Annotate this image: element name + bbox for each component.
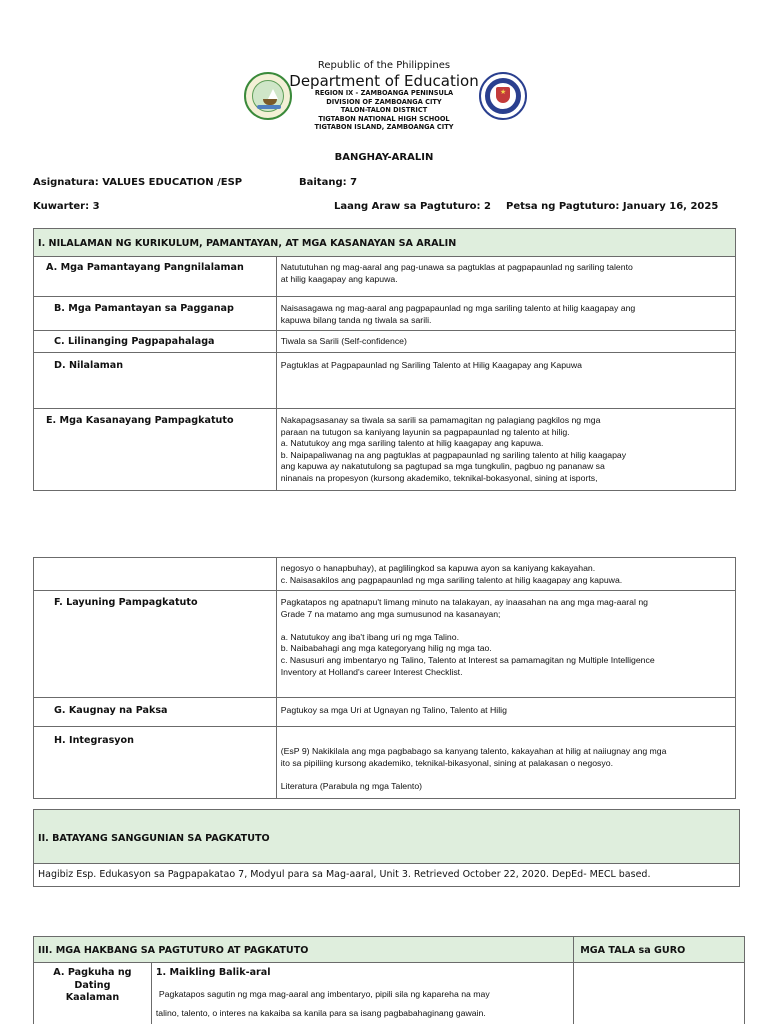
row-b-content: Naisasagawa ng mag-aaral ang pagpapaunlad ng mga sariling talento at hilig kaagapay ang kapuwa bilang tanda ng tiwala sa sarili. (276, 297, 735, 331)
row-d-label: D. Nilalaman (34, 353, 277, 409)
kuwarter-field: Kuwarter: 3 (33, 201, 100, 212)
laang-araw-field: Laang Araw sa Pagtuturo: 2 (334, 201, 491, 212)
reference-citation: Hagibiz Esp. Edukasyon sa Pagpapakatao 7, Modyul para sa Mag-aaral, Unit 3. Retrieved October 22, 2020. DepEd- MECL based. (34, 864, 740, 887)
school-seal-logo (244, 72, 292, 120)
address-line: TIGTABON ISLAND, ZAMBOANGA CITY (314, 123, 454, 131)
row-c-content: Tiwala sa Sarili (Self-confidence) (276, 331, 735, 353)
row-g-content: Pagtukoy sa mga Uri at Ugnayan ng Talino, Talento at Hilig (276, 698, 735, 727)
document-title: BANGHAY-ARALIN (334, 152, 434, 163)
step-text-line-1: Pagkatapos sagutin ng mga mag-aaral ang imbentaryo, pipili sila ng kapareha na may (158, 989, 490, 999)
row-d-content: Pagtuklas at Pagpapaunlad ng Sariling Talento at Hilig Kaagapay ang Kapuwa (276, 353, 735, 409)
region-line: REGION IX - ZAMBOANGA PENINSULA (314, 89, 454, 97)
baitang-field: Baitang: 7 (299, 177, 358, 188)
step-a-notes (574, 963, 745, 1024)
step-title: 1. Maikling Balik-aral (155, 967, 271, 978)
row-a-label: A. Mga Pamantayang Pangnilalaman (34, 257, 277, 297)
section-2-heading: II. BATAYANG SANGGUNIAN SA PAGKATUTO (34, 810, 740, 864)
district-line: TALON-TALON DISTRICT (340, 106, 428, 114)
row-f-label: F. Layuning Pampagkatuto (34, 591, 277, 698)
division-line: DIVISION OF ZAMBOANGA CITY (326, 97, 442, 106)
row-e-continued-content: negosyo o hanapbuhay), at paglilingkod sa kapuwa ayon sa kaniyang kakayahan. c. Naisasakilos ang pagpapaunlad ng mga sariling talento at hilig kaagapay ang kapuwa. (276, 558, 735, 591)
row-f-content: Pagkatapos ng apatnapu't limang minuto na talakayan, ay inaasahan na ang mga mag-aaral ng Grade 7 na matamo ang mga sumusunod na kasanayan; a. Natutukoy ang iba't ibang uri ng mga Talino. b. Naibabahagi ang mga kategoryang hilig ng mga tao. c. Nasusuri ang imbentaryo ng Talino, Talento at Interest sa pamamagitan ng Multiple Intelligence Inventory at Holland's career Interest Checklist. (276, 591, 735, 698)
row-h-content: (EsP 9) Nakikilala ang mga pagbabago sa kanyang talento, kakayahan at hilig at naiiugnay ang mga ito sa pipiliing kursong akademiko, teknikal-bikasyonal, sining at palakasan o negosyo. Literatura (Parabula ng mga Talento) (276, 727, 735, 799)
petsa-field: Petsa ng Pagtuturo: January 16, 2025 (506, 201, 719, 212)
section-3-heading: III. MGA HAKBANG SA PAGTUTURO AT PAGKATUTO (34, 937, 574, 963)
section-1-heading: I. NILALAMAN NG KURIKULUM, PAMANTAYAN, AT MGA KASANAYAN SA ARALIN (34, 229, 736, 257)
school-line: TIGTABON NATIONAL HIGH SCHOOL (318, 114, 450, 123)
step-a-content (151, 963, 573, 1024)
step-text-line-2: talino, talento, o interes na kakaiba sa kanila para sa isang pagbabahaginang gawain. (155, 1008, 486, 1018)
deped-seal-logo: ★ (479, 72, 527, 120)
row-a-content: Natututuhan ng mag-aaral ang pag-unawa sa pagtuklas at pagpapaunlad ng sariling talento at hilig kaagapay ang kapuwa. (276, 257, 735, 297)
row-g-label: G. Kaugnay na Paksa (34, 698, 277, 727)
row-c-label: C. Lilinanging Pagpapahalaga (34, 331, 277, 353)
row-h-label: H. Integrasyon (34, 727, 277, 799)
republic-line: Republic of the Philippines (317, 60, 451, 71)
row-e-content: Nakapagsasanay sa tiwala sa sarili sa pamamagitan ng palagiang pagkilos ng mga paraan na tutugon sa kaniyang layunin sa pagpapaunlad ng talento at hilig. a. Natutukoy ang mga sariling talento at hilig kaagapay ang kapuwa. b. Naipapaliwanag na ang pagtuklas at pagpapaunlad ng sariling talento at hilig kaagapay ang kapuwa ay nakatutulong sa pagtupad sa mga tungkulin, pagbuo ng pananaw sa ninanais na propesyon (kursong akademiko, teknikal-bokasyonal, sining at isports, (276, 409, 735, 491)
asignatura-field: Asignatura: VALUES EDUCATION /ESP (33, 177, 243, 188)
curriculum-table-part1 (33, 228, 736, 491)
procedure-table (33, 936, 745, 1024)
step-a-label: A. Pagkuha ng Dating Kaalaman (34, 963, 152, 1024)
curriculum-table-part2 (33, 557, 736, 799)
row-e-label: E. Mga Kasanayang Pampagkatuto (34, 409, 277, 491)
row-b-label: B. Mga Pamantayan sa Pagganap (34, 297, 277, 331)
notes-heading: MGA TALA sa GURO (574, 937, 745, 963)
references-table (33, 809, 740, 887)
department-title: Department of Education (289, 72, 479, 90)
row-e-continued-label (34, 558, 277, 591)
